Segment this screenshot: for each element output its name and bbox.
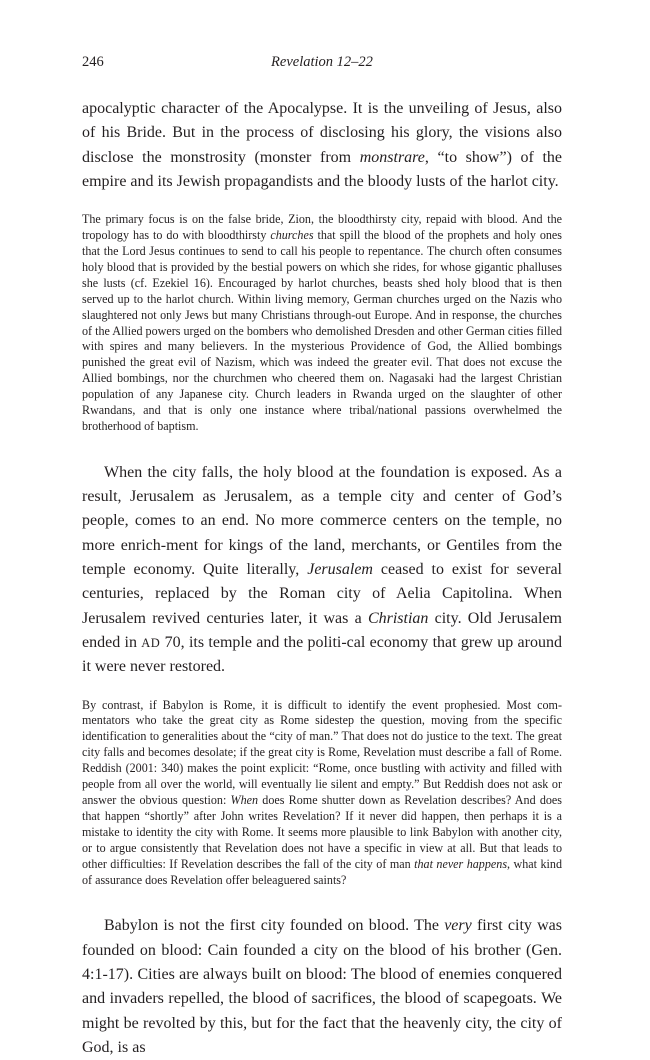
- commentary-paragraph-1: The primary focus is on the false bride, Zion, the bloodthirsty city, repaid with blood. And the tropology has to do with bloodthirsty churches that spill the blood of the prophets and holy ones that the Lord Jesus continues to send to call his people to repentance. The church often consumes holy blood that is provided by the bestial powers on which she rides, for whose gigantic phalluses she lusts (cf. Ezekiel 16). Encouraged by harlot churches, beasts shed holy blood that is then served up to the harlot church. Within living memory, German churches urged on the Nazis who slaughtered not only Jews but many Christians through-out Europe. And in response, the churches of the Allied powers urged on the bombers who demolished Dresden and other German cities filled with spires and many believers. In the mysterious Providence of God, the Allied bombings punished the great evil of Nazism, which was indeed the greater evil. That does not excuse the Allied bombings, nor the churchmen who cheered them on. Nagasaki had the largest Christian population of any Japanese city. Church leaders in Rwanda urged on the slaughter of other Rwandans, and that is only one instance where tribal/national passions overwhelmed the brotherhood of baptism.: [82, 212, 562, 433]
- body-paragraph-2: When the city falls, the holy blood at the foundation is exposed. As a result, Jerusalem as Jerusalem, as a temple city and center of God’s people, comes to an end. No more commerce centers on the temple, no more enrich-ment for kings of the land, merchants, or Gentiles from the temple economy. Quite literally, Jerusalem ceased to exist for several centuries, replaced by the Roman city of Aelia Capitolina. When Jerusalem revived centuries later, it was a Christian city. Old Jerusalem ended in AD 70, its temple and the politi-cal economy that grew up around it were never restored.: [82, 463, 563, 676]
- body-paragraph-1: apocalyptic character of the Apocalypse. It is the unveiling of Jesus, also of his Bride. But in the process of disclosing his glory, the visions also disclose the monstrosity (monster from monstrare, “to show”) of the empire and its Jewish propagandists and the bloody lusts of the harlot city.: [82, 100, 562, 190]
- running-title: Revelation 12–22: [271, 54, 373, 70]
- commentary-paragraph-2: By contrast, if Babylon is Rome, it is difficult to identify the event prophesied. Most com-mentators who take the great city as Rome sidestep the question, moving from the specific identification to generalities about the “city of man.” That does not do justice to the text. The great city falls and becomes desolate; if the great city is Rome, Revelation must describe a fall of Rome. Reddish (2001: 340) makes the point explicit: “Rome, once bustling with activity and filled with people from all over the world, will eventually lie silent and empty.” But Reddish does not ask or answer the obvious question: When does Rome shutter down as Revelation describes? And does that happen “shortly” after John writes Revelation? If it never did happen, then perhaps it is a mistake to identity the city with Rome. It seems more plausible to link Babylon with another city, or to argue consistently that Revelation does not have a specific in view at all. But that leads to other difficulties: If Revelation describes the fall of the city of man that never happens, what kind of assurance does Revelation offer beleaguered saints?: [82, 697, 563, 887]
- body-paragraph-3: Babylon is not the first city founded on blood. The very first city was founded on blood: Cain founded a city on the blood of his brother (Gen. 4:1-17). Cities are always built on blood: The blood of enemies conquered and invaders repelled, the blood of sacrifices, the blood of scapegoats. We might be revolted by this, but for the fact that the heavenly city, the city of God, is as: [82, 917, 563, 1056]
- page-number: 246: [82, 54, 104, 70]
- running-head: [82, 52, 562, 72]
- small-caps-era: AD: [141, 635, 161, 650]
- book-page: [82, 52, 562, 1060]
